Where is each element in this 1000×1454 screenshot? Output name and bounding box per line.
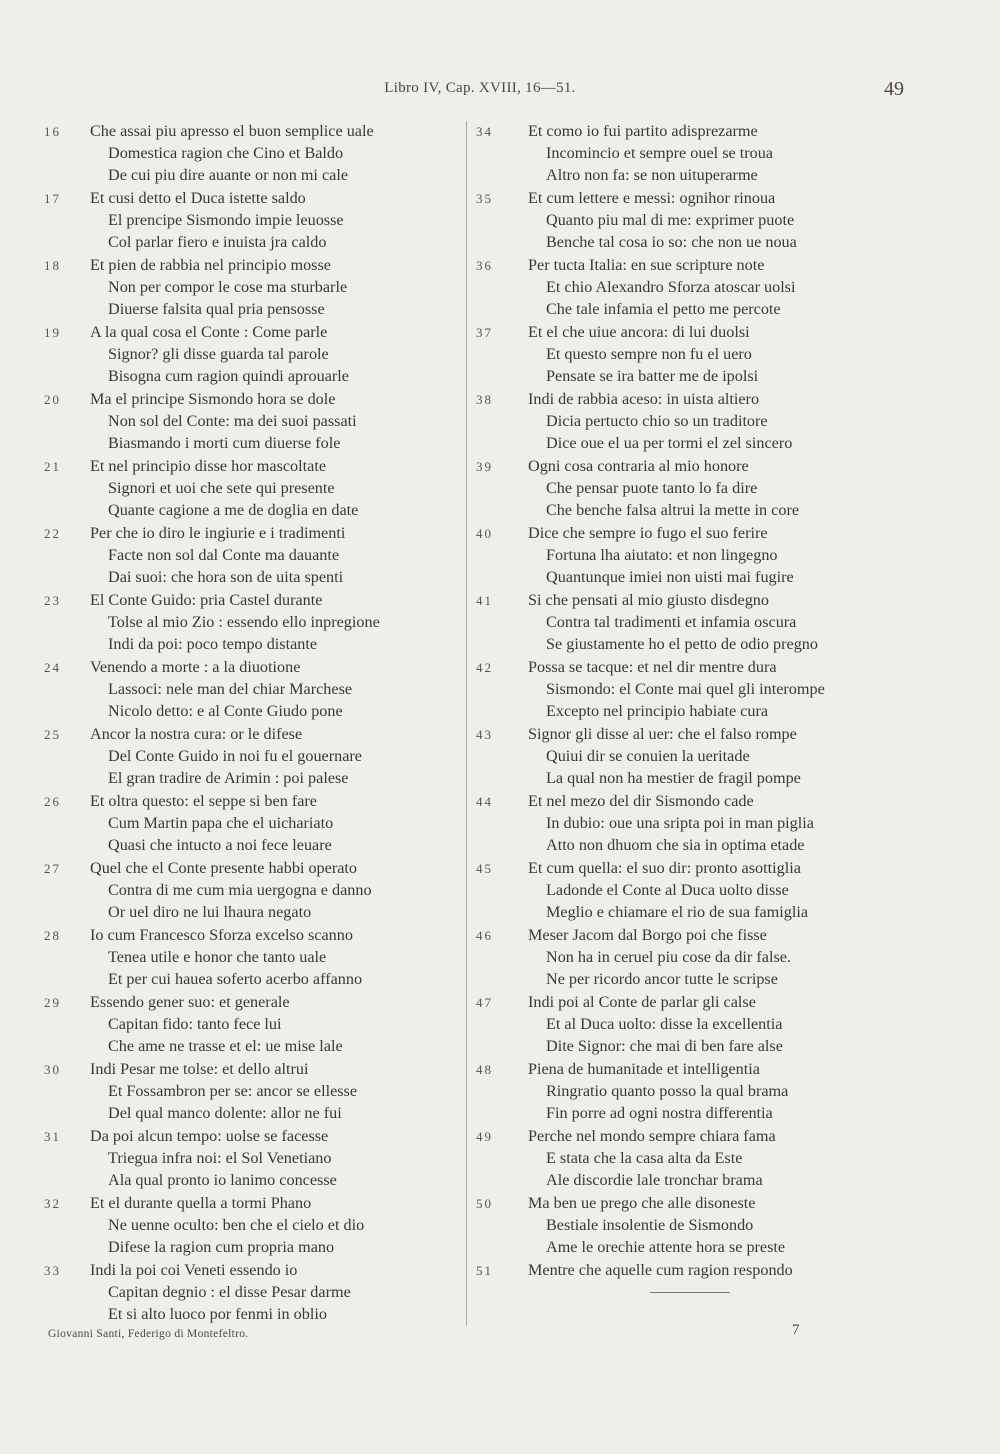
verse-line: Pensate se ira batter me de ipolsi (546, 367, 759, 385)
page-number: 49 (884, 78, 904, 100)
stanza-number: 36 (476, 258, 493, 273)
verse-line: Non ha in ceruel piu cose da dir false. (546, 948, 791, 966)
stanza (38, 590, 458, 657)
left-column (38, 121, 458, 1327)
verse-line: Del qual manco dolente: allor ne fui (108, 1104, 342, 1122)
verse-line: Ame le orechie attente hora se preste (546, 1238, 786, 1256)
stanza-number: 28 (44, 928, 61, 943)
verse-line: Et como io fui partito adisprezarme (528, 122, 758, 140)
verse-line: Meglio e chiamare el rio de sua famiglia (546, 903, 809, 921)
verse-line: Tenea utile e honor che tanto uale (108, 948, 327, 966)
verse-line: Quanto piu mal di me: exprimer puote (546, 211, 795, 229)
stanza (38, 791, 458, 858)
signature-mark: 7 (792, 1322, 800, 1338)
stanza-number: 26 (44, 794, 61, 809)
verse-line: Indi Pesar me tolse: et dello altrui (90, 1060, 309, 1078)
verse-line: Sismondo: el Conte mai quel gli interompe (546, 680, 825, 698)
verse-line: Incomincio et sempre ouel se troua (546, 144, 773, 162)
stanza-number: 45 (476, 861, 493, 876)
verse-line: Meser Jacom dal Borgo poi che fisse (528, 926, 767, 944)
verse-line: Per tucta Italia: en sue scripture note (528, 256, 765, 274)
stanza (476, 992, 916, 1059)
verse-line: Biasmando i morti cum diuerse fole (108, 434, 341, 452)
verse-line: Cum Martin papa che el uichariato (108, 814, 334, 832)
verse-line: Diuerse falsita qual pria pensosse (108, 300, 325, 318)
verse-line: Signor? gli disse guarda tal parole (108, 345, 329, 363)
stanza-number: 33 (44, 1263, 61, 1278)
verse-line: Et el che uiue ancora: di lui duolsi (528, 323, 750, 341)
verse-line: Indi la poi coi Veneti essendo io (90, 1261, 298, 1279)
verse-line: Et cusi detto el Duca istette saldo (90, 189, 306, 207)
stanza-number: 20 (44, 392, 61, 407)
verse-line: Che pensar puote tanto lo fa dire (546, 479, 758, 497)
verse-line: Capitan fido: tanto fece lui (108, 1015, 282, 1033)
verse-line: Nicolo detto: e al Conte Giudo pone (108, 702, 343, 720)
stanza (476, 858, 916, 925)
running-head: Libro IV, Cap. XVIII, 16—51. (384, 80, 576, 96)
stanza (476, 1059, 916, 1126)
stanza-number: 38 (476, 392, 493, 407)
stanza-number: 21 (44, 459, 61, 474)
stanza-number: 48 (476, 1062, 493, 1077)
verse-line: Possa se tacque: et nel dir mentre dura (528, 658, 777, 676)
verse-line: Quiui dir se conuien la ueritade (546, 747, 750, 765)
verse-line: Indi de rabbia aceso: in uista altiero (528, 390, 760, 408)
stanza (38, 858, 458, 925)
verse-line: Et al Duca uolto: disse la excellentia (546, 1015, 783, 1033)
stanza (476, 322, 916, 389)
stanza (38, 925, 458, 992)
end-rule (650, 1292, 730, 1293)
stanza (38, 724, 458, 791)
verse-line: Non per compor le cose ma sturbarle (108, 278, 348, 296)
stanza-number: 51 (476, 1263, 493, 1278)
stanza (476, 657, 916, 724)
stanza-number: 23 (44, 593, 61, 608)
verse-line: De cui piu dire auante or non mi cale (108, 166, 349, 184)
stanza-number: 43 (476, 727, 493, 742)
footer-source: Giovanni Santi, Federigo di Montefeltro. (48, 1328, 249, 1340)
stanza (476, 925, 916, 992)
verse-line: Ma el principe Sismondo hora se dole (90, 390, 336, 408)
stanza (476, 1260, 916, 1285)
verse-line: Et el durante quella a tormi Phano (90, 1194, 312, 1212)
verse-line: Io cum Francesco Sforza excelso scanno (90, 926, 353, 944)
verse-line: Non sol del Conte: ma dei suoi passati (108, 412, 357, 430)
verse-line: Dice che sempre io fugo el suo ferire (528, 524, 768, 542)
verse-line: Contra di me cum mia uergogna e danno (108, 881, 372, 899)
verse-line: Difese la ragion cum propria mano (108, 1238, 335, 1256)
verse-line: Atto non dhuom che sia in optima etade (546, 836, 805, 854)
verse-line: Dice oue el ua per tormi el zel sincero (546, 434, 793, 452)
verse-line: Piena de humanitade et intelligentia (528, 1060, 760, 1078)
stanza (476, 1193, 916, 1260)
stanza (476, 389, 916, 456)
stanza-number: 50 (476, 1196, 493, 1211)
stanza (38, 389, 458, 456)
verse-line: Contra tal tradimenti et infamia oscura (546, 613, 797, 631)
verse-line: Ne uenne oculto: ben che el cielo et dio (108, 1216, 365, 1234)
verse-line: Facte non sol dal Conte ma dauante (108, 546, 340, 564)
verse-line: Benche tal cosa io so: che non ue noua (546, 233, 797, 251)
verse-line: Indi poi al Conte de parlar gli calse (528, 993, 756, 1011)
stanza-number: 27 (44, 861, 61, 876)
stanza (476, 188, 916, 255)
stanza (38, 1059, 458, 1126)
verse-line: Dai suoi: che hora son de uita spenti (108, 568, 344, 586)
stanza-number: 35 (476, 191, 493, 206)
stanza-number: 25 (44, 727, 61, 742)
verse-line: Ogni cosa contraria al mio honore (528, 457, 749, 475)
stanza (476, 255, 916, 322)
verse-line: Del Conte Guido in noi fu el gouernare (108, 747, 362, 765)
verse-line: Ala qual pronto io lanimo concesse (108, 1171, 337, 1189)
verse-line: Et cum quella: el suo dir: pronto asottiglia (528, 859, 801, 877)
stanza (476, 1126, 916, 1193)
stanza (38, 121, 458, 188)
verse-line: Fortuna lha aiutato: et non lingegno (546, 546, 778, 564)
right-column (476, 121, 916, 1285)
stanza-number: 49 (476, 1129, 493, 1144)
verse-line: Tolse al mio Zio : essendo ello inpregione (108, 613, 380, 631)
stanza-number: 31 (44, 1129, 61, 1144)
stanza (38, 1193, 458, 1260)
verse-line: Ancor la nostra cura: or le difese (90, 725, 303, 743)
verse-line: Venendo a morte : a la diuotione (90, 658, 301, 676)
stanza-number: 16 (44, 124, 61, 139)
verse-line: Da poi alcun tempo: uolse se facesse (90, 1127, 329, 1145)
verse-line: Et oltra questo: el seppe si ben fare (90, 792, 317, 810)
verse-line: Capitan degnio : el disse Pesar darme (108, 1283, 351, 1301)
verse-line: El gran tradire de Arimin : poi palese (108, 769, 349, 787)
verse-line: Or uel diro ne lui lhaura negato (108, 903, 312, 921)
verse-line: Triegua infra noi: el Sol Venetiano (108, 1149, 332, 1167)
stanza-number: 41 (476, 593, 493, 608)
verse-line: Indi da poi: poco tempo distante (108, 635, 318, 653)
stanza-number: 34 (476, 124, 493, 139)
verse-line: Et cum lettere e messi: ognihor rinoua (528, 189, 776, 207)
stanza (476, 121, 916, 188)
verse-line: Et questo sempre non fu el uero (546, 345, 752, 363)
verse-line: Ale discordie lale tronchar brama (546, 1171, 763, 1189)
stanza (38, 992, 458, 1059)
verse-line: Altro non fa: se non uituperarme (546, 166, 758, 184)
verse-line: Che benche falsa altrui la mette in core (546, 501, 800, 519)
stanza (476, 590, 916, 657)
verse-line: Quel che el Conte presente habbi operato (90, 859, 357, 877)
stanza-number: 40 (476, 526, 493, 541)
stanza-number: 18 (44, 258, 61, 273)
verse-line: Signori et uoi che sete qui presente (108, 479, 335, 497)
verse-line: Dicia pertucto chio so un traditore (546, 412, 768, 430)
column-divider (466, 121, 467, 1326)
stanza-number: 37 (476, 325, 493, 340)
verse-line: Perche nel mondo sempre chiara fama (528, 1127, 776, 1145)
verse-line: La qual non ha mestier de fragil pompe (546, 769, 801, 787)
verse-line: Quante cagione a me de doglia en date (108, 501, 359, 519)
verse-line: Et pien de rabbia nel principio mosse (90, 256, 331, 274)
stanza-number: 24 (44, 660, 61, 675)
verse-line: Quasi che intucto a noi fece leuare (108, 836, 332, 854)
verse-line: E stata che la casa alta da Este (546, 1149, 743, 1167)
verse-line: Et nel mezo del dir Sismondo cade (528, 792, 754, 810)
verse-line: A la qual cosa el Conte : Come parle (90, 323, 328, 341)
verse-line: Lassoci: nele man del chiar Marchese (108, 680, 353, 698)
stanza-number: 44 (476, 794, 493, 809)
verse-line: Che assai piu apresso el buon semplice uale (90, 122, 374, 140)
stanza-number: 32 (44, 1196, 61, 1211)
stanza (38, 657, 458, 724)
stanza-number: 29 (44, 995, 61, 1010)
verse-line: Se giustamente ho el petto de odio pregno (546, 635, 818, 653)
stanza (38, 322, 458, 389)
verse-line: Domestica ragion che Cino et Baldo (108, 144, 344, 162)
verse-line: Et si alto luoco por fenmi in oblio (108, 1305, 327, 1323)
stanza (476, 523, 916, 590)
stanza (476, 724, 916, 791)
verse-line: In dubio: oue una sripta poi in man piglia (546, 814, 814, 832)
stanza-number: 19 (44, 325, 61, 340)
verse-line: Et per cui hauea soferto acerbo affanno (108, 970, 363, 988)
stanza (476, 456, 916, 523)
stanza (38, 188, 458, 255)
verse-line: Ringratio quanto posso la qual brama (546, 1082, 789, 1100)
stanza-number: 46 (476, 928, 493, 943)
verse-line: Et Fossambron per se: ancor se ellesse (108, 1082, 358, 1100)
verse-line: Col parlar fiero e inuista jra caldo (108, 233, 327, 251)
verse-line: Et nel principio disse hor mascoltate (90, 457, 327, 475)
verse-line: Bisogna cum ragion quindi aprouarle (108, 367, 349, 385)
stanza-number: 42 (476, 660, 493, 675)
verse-line: El prencipe Sismondo impie leuosse (108, 211, 344, 229)
stanza (38, 1126, 458, 1193)
verse-line: Bestiale insolentie de Sismondo (546, 1216, 754, 1234)
verse-line: Che tale infamia el petto me percote (546, 300, 781, 318)
verse-line: El Conte Guido: pria Castel durante (90, 591, 323, 609)
verse-line: Si che pensati al mio giusto disdegno (528, 591, 769, 609)
stanza (38, 255, 458, 322)
verse-line: Dite Signor: che mai di ben fare alse (546, 1037, 783, 1055)
verse-line: Ma ben ue prego che alle disoneste (528, 1194, 756, 1212)
stanza (38, 456, 458, 523)
stanza (38, 523, 458, 590)
stanza-number: 22 (44, 526, 61, 541)
verse-line: Signor gli disse al uer: che el falso rompe (528, 725, 797, 743)
stanza-number: 30 (44, 1062, 61, 1077)
stanza (476, 791, 916, 858)
stanza (38, 1260, 458, 1327)
verse-line: Et chio Alexandro Sforza atoscar uolsi (546, 278, 796, 296)
verse-line: Che ame ne trasse et el: ue mise lale (108, 1037, 343, 1055)
verse-line: Quantunque imiei non uisti mai fugire (546, 568, 794, 586)
page-header (0, 78, 1000, 108)
stanza-number: 47 (476, 995, 493, 1010)
verse-line: Mentre che aquelle cum ragion respondo (528, 1261, 793, 1279)
verse-line: Per che io diro le ingiurie e i tradimenti (90, 524, 346, 542)
verse-line: Ladonde el Conte al Duca uolto disse (546, 881, 789, 899)
verse-line: Excepto nel principio habiate cura (546, 702, 769, 720)
stanza-number: 39 (476, 459, 493, 474)
stanza-number: 17 (44, 191, 61, 206)
verse-line: Fin porre ad ogni nostra differentia (546, 1104, 773, 1122)
verse-line: Ne per ricordo ancor tutte le scripse (546, 970, 778, 988)
verse-line: Essendo gener suo: et generale (90, 993, 290, 1011)
